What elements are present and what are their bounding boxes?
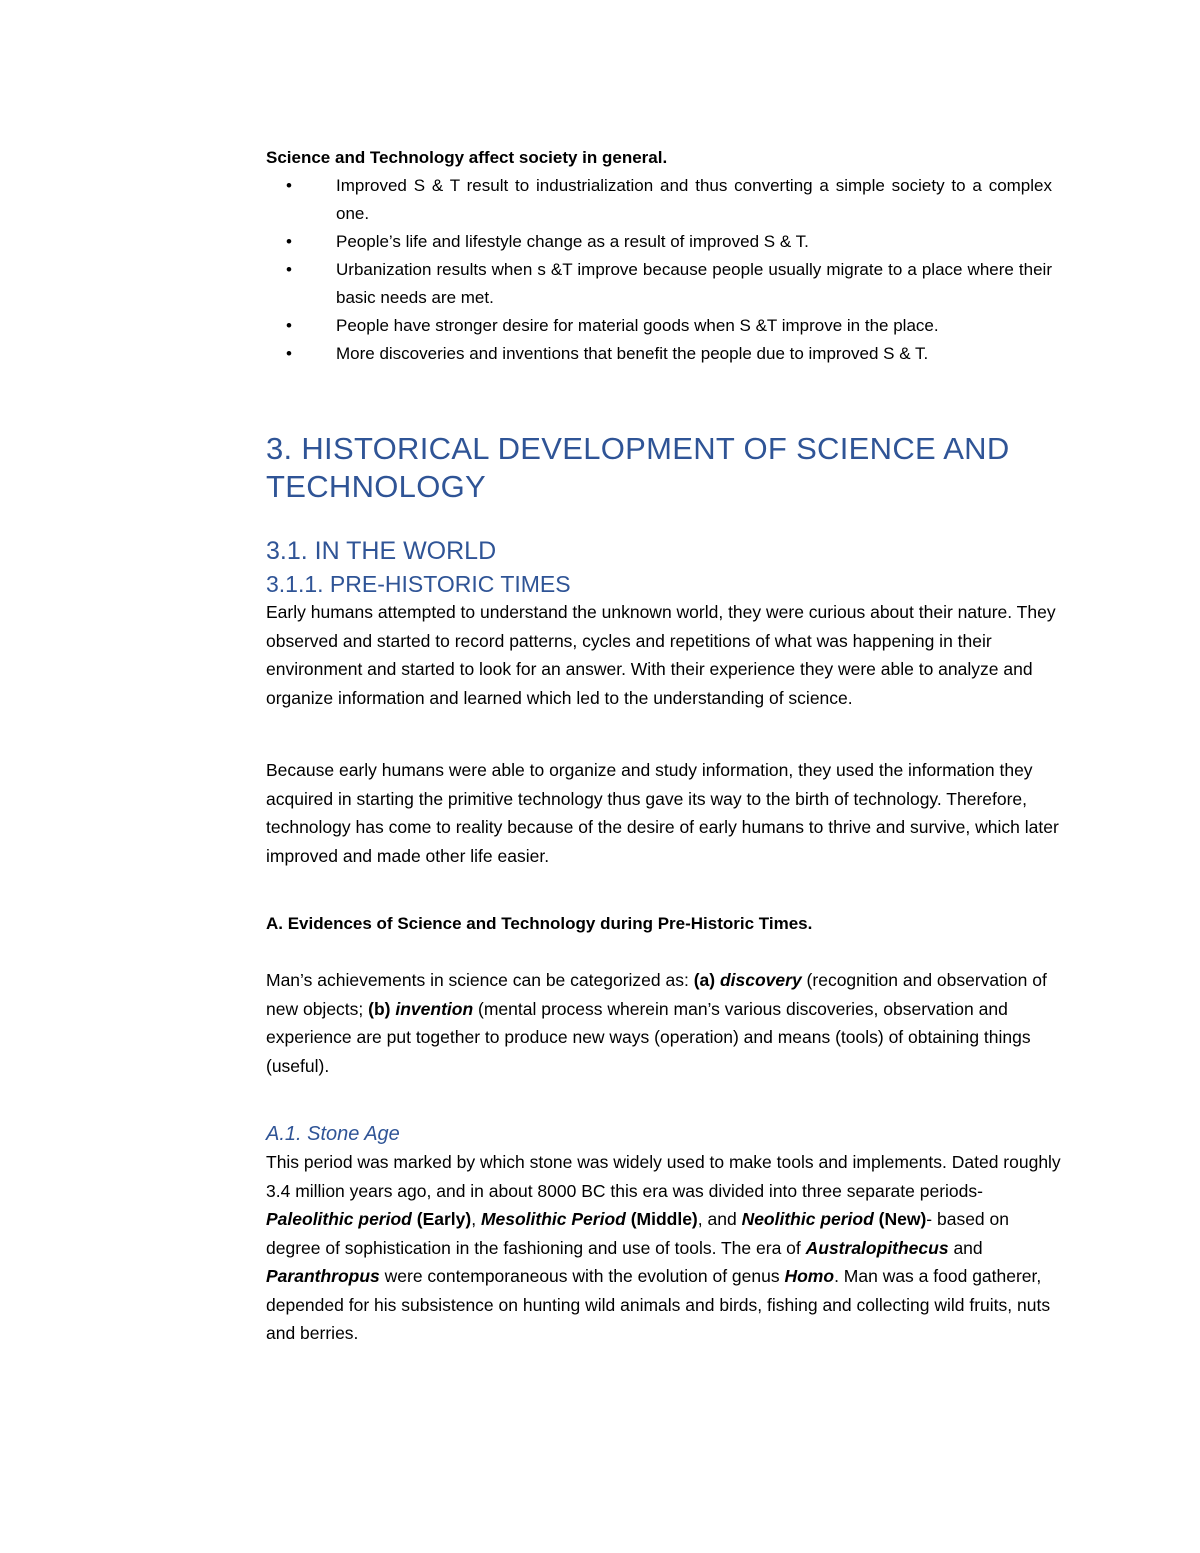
bullet-icon: •: [286, 316, 292, 335]
text-run: and: [948, 1237, 983, 1258]
bullet-icon: •: [286, 260, 292, 279]
term-paleolithic: Paleolithic period: [266, 1209, 412, 1229]
text-run: - based on degree of sophistication in the fashioning and use of tools. The era of: [266, 1209, 1009, 1258]
term-early: (Early): [411, 1209, 472, 1229]
section-heading: 3. HISTORICAL DEVELOPMENT OF SCIENCE AND TECHNOLOGY: [266, 431, 1010, 504]
subsubsection-heading: 3.1.1. PRE-HISTORIC TIMES: [266, 571, 571, 597]
term-mesolithic: Mesolithic Period: [480, 1209, 626, 1229]
paragraph-understanding-science: Early humans attempted to understand the unknown world, they were curious about their nature. They observed and started to record patterns, cycles and repetitions of what was happening in their environment and started to look for an answer. With their experience they were able to analyze and organize information and learned which led to the understanding of science.: [266, 602, 1056, 708]
term-new: (New): [873, 1209, 927, 1229]
bullet-icon: •: [286, 232, 292, 251]
term-invention: invention: [395, 998, 474, 1019]
list-item: [286, 312, 1066, 340]
text-run: were contemporaneous with the evolution of genus: [379, 1266, 785, 1286]
intro-lead: Science and Technology affect society in general.: [266, 148, 668, 167]
list-item: [286, 340, 1066, 368]
term-neolithic: Neolithic period: [741, 1209, 874, 1229]
text-run: ,: [471, 1209, 481, 1229]
term-middle: (Middle): [625, 1209, 698, 1229]
intro-bullet-list: [266, 172, 1066, 368]
term-paranthropus: Paranthropus: [266, 1266, 380, 1286]
text-run: . Man was a food gatherer, depended for his subsistence on hunting wild animals and birds, fishing and collecting wild fruits, nuts and berries.: [266, 1266, 1051, 1343]
bullet-icon: •: [286, 344, 292, 363]
subsection-heading: 3.1. IN THE WORLD: [266, 537, 497, 565]
text-run: Man’s achievements in science can be categorized as:: [266, 970, 694, 990]
list-item-text: More discoveries and inventions that benefit the people due to improved S & T.: [336, 344, 929, 363]
term-discovery: discovery: [719, 970, 802, 990]
list-item-text: Urbanization results when s &T improve because people usually migrate to a place where their basic needs are met.: [336, 260, 1052, 307]
text-run: (recognition and observation of new objects;: [266, 970, 1047, 1019]
list-item: [286, 228, 1066, 256]
stone-age-heading: A.1. Stone Age: [266, 1123, 400, 1145]
paragraph-achievements: [266, 966, 1066, 1080]
evidences-heading: A. Evidences of Science and Technology during Pre-Historic Times.: [266, 914, 813, 933]
term-australopithecus: Australopithecus: [805, 1237, 949, 1258]
label-a: (a): [693, 970, 716, 990]
text-run: (mental process wherein man’s various discoveries, observation and experience are put together to produce new ways (operation) and means (tools) of obtaining things (useful).: [266, 998, 1031, 1076]
list-item: [286, 172, 1066, 228]
term-homo: Homo: [784, 1266, 835, 1286]
paragraph-stone-age: [266, 1148, 1066, 1348]
list-item-text: People’s life and lifestyle change as a result of improved S & T.: [336, 232, 809, 251]
list-item-text: Improved S & T result to industrialization and thus converting a simple society to a complex one.: [336, 176, 1052, 223]
paragraph-birth-of-technology: Because early humans were able to organize and study information, they used the information they acquired in starting the primitive technology thus gave its way to the birth of technology. Therefore, technology has come to reality because of the desire of early humans to thrive and survive, which later improved and made other life easier.: [266, 760, 1059, 866]
bullet-icon: •: [286, 176, 292, 195]
text-run: , and: [697, 1209, 742, 1229]
list-item-text: People have stronger desire for material goods when S &T improve in the place.: [336, 316, 939, 335]
page-content: [266, 144, 1066, 1348]
label-b: (b): [368, 998, 391, 1019]
list-item: [286, 256, 1066, 312]
text-run: This period was marked by which stone was widely used to make tools and implements. Dated roughly 3.4 million years ago, and in about 8000 BC this era was divided into three separate periods-: [266, 1152, 1061, 1201]
